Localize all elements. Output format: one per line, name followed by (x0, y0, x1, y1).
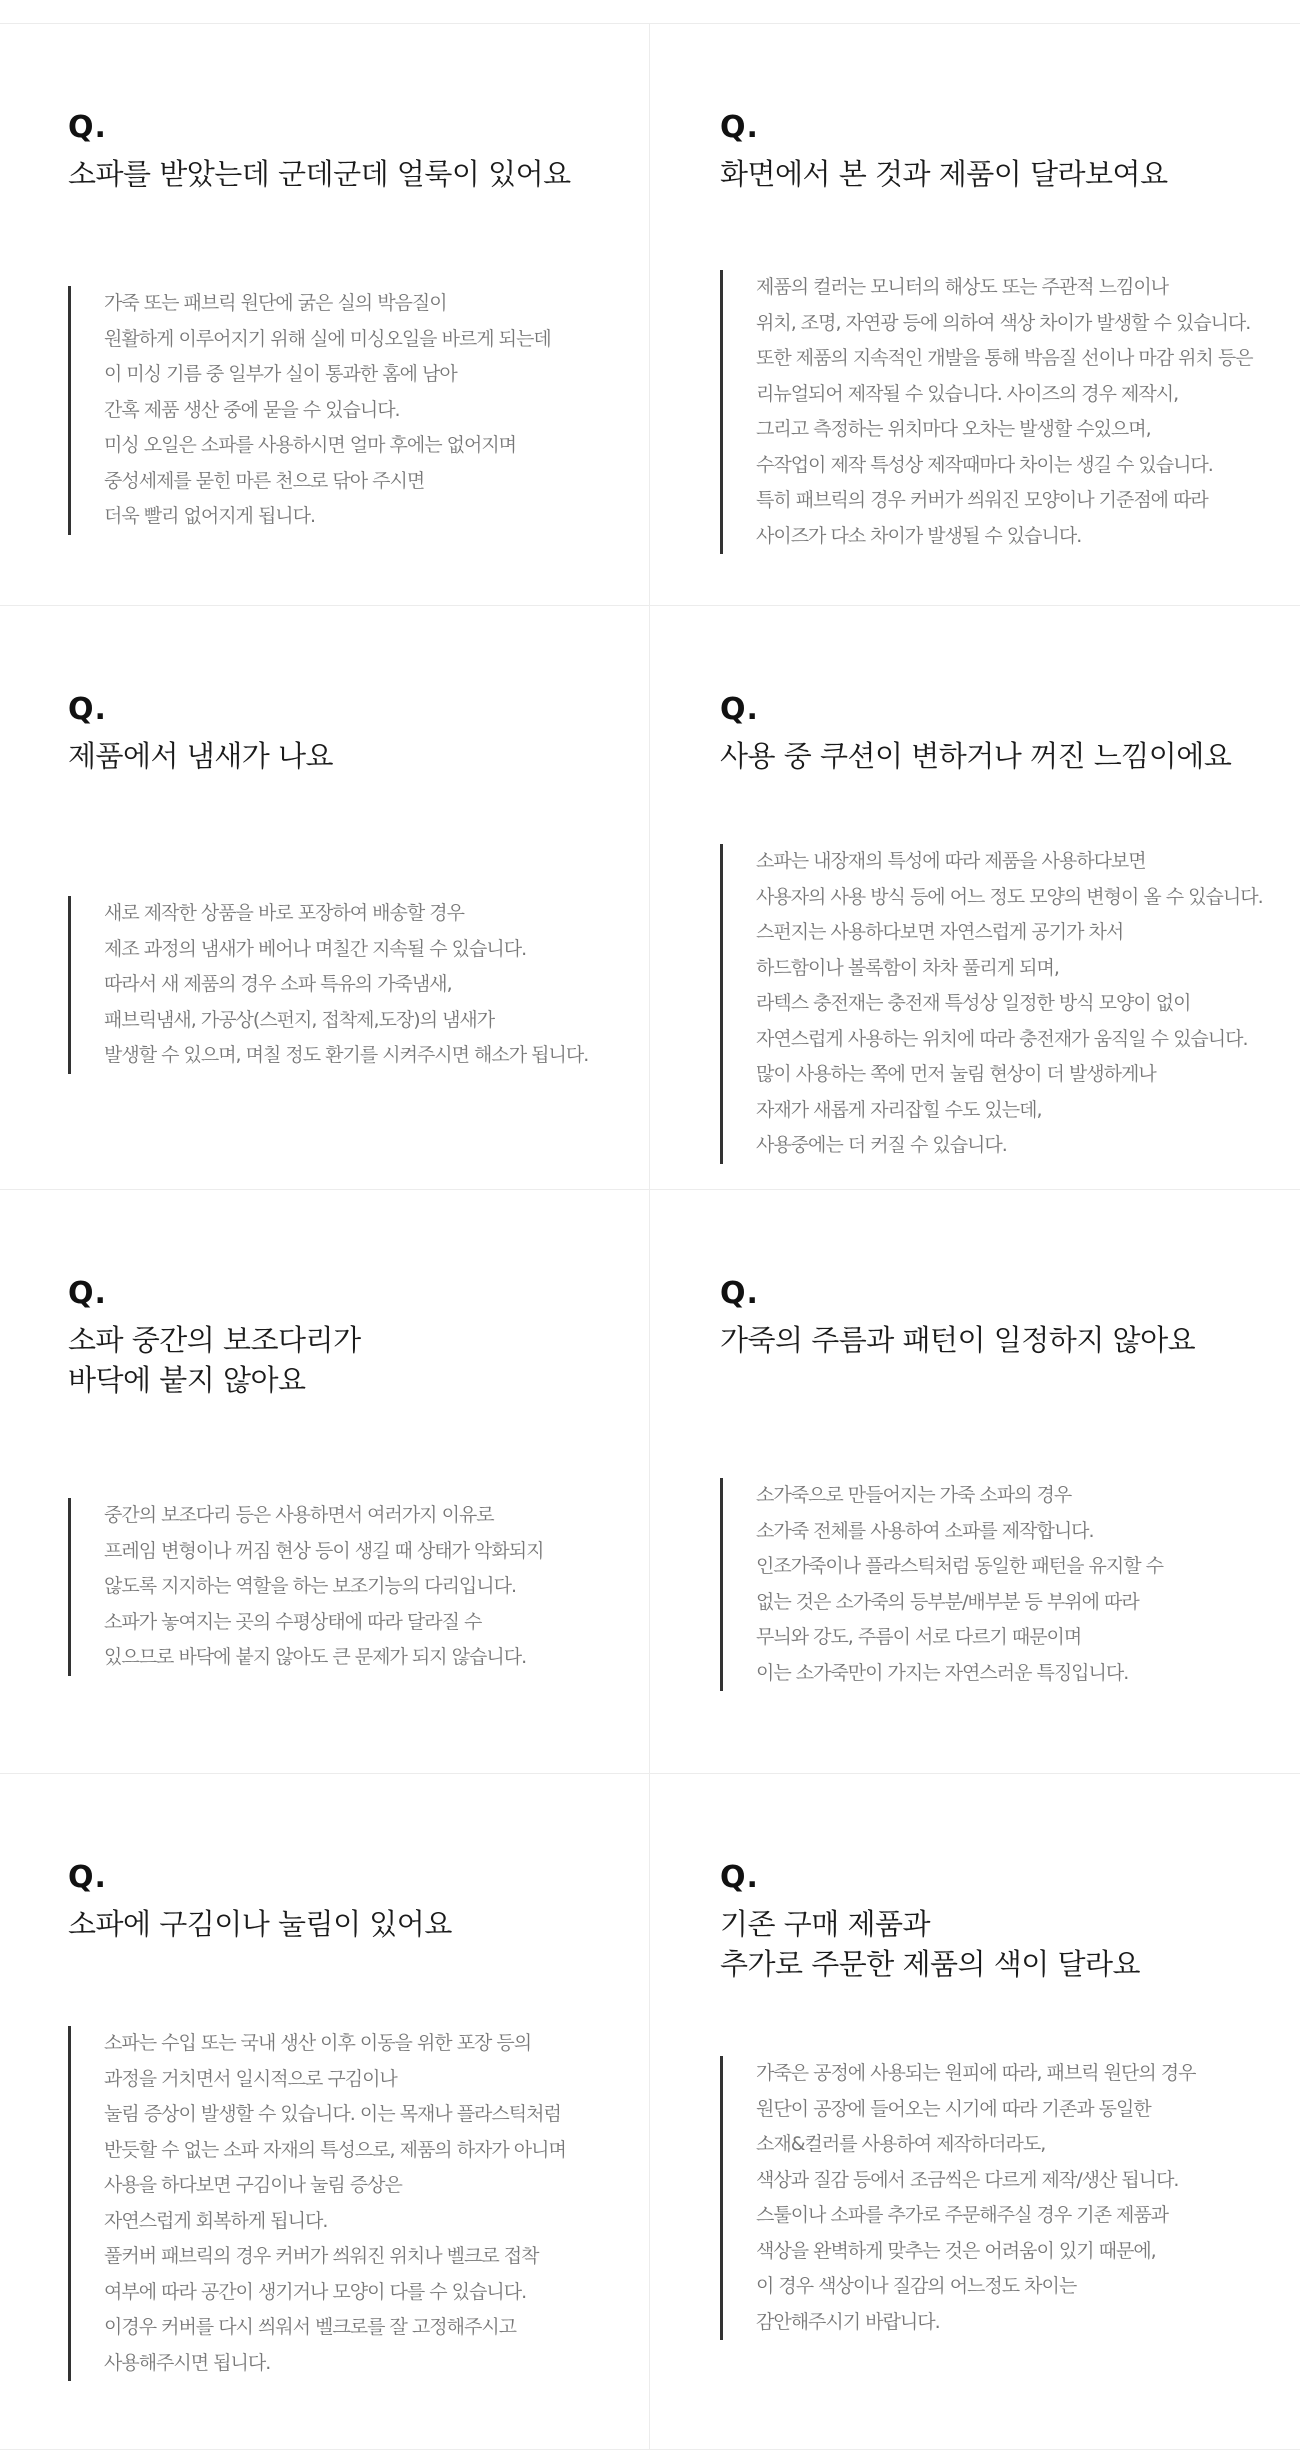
answer-line: 자재가 새롭게 자리잡힐 수도 있는데, (756, 1098, 1042, 1121)
answer-line: 자연스럽게 회복하게 됩니다. (104, 2209, 328, 2232)
answer-line: 특히 패브릭의 경우 커버가 씌워진 모양이나 기준점에 따라 (756, 489, 1208, 511)
faq-question: 소파에 구김이나 눌림이 있어요 (68, 1907, 452, 1941)
answer-line: 여부에 따라 공간이 생기거나 모양이 다를 수 있습니다. (104, 2280, 527, 2303)
answer-line: 그리고 측정하는 위치마다 오차는 발생할 수있으며, (756, 418, 1151, 440)
answer-line: 사용중에는 더 커질 수 있습니다. (756, 1134, 1007, 1156)
answer-line: 사용을 하다보면 구김이나 눌림 증상은 (104, 2174, 402, 2196)
q-mark: Q. (720, 1276, 759, 1311)
q-mark: Q. (720, 1860, 759, 1895)
answer-line: 과정을 거치면서 일시적으로 구김이나 (104, 2067, 397, 2090)
answer-line: 소가죽 전체를 사용하여 소파를 제작합니다. (756, 1519, 1094, 1542)
answer-line: 제조 과정의 냄새가 베어나 며칠간 지속될 수 있습니다. (104, 937, 527, 960)
answer-line: 소파가 놓여지는 곳의 수평상태에 따라 달라질 수 (104, 1610, 482, 1633)
faq-question: 가죽의 주름과 패턴이 일정하지 않아요 (720, 1323, 1196, 1357)
answer-line: 색상과 질감 등에서 조금씩은 다르게 제작/생산 됩니다. (756, 2168, 1179, 2191)
answer-line: 없는 것은 소가죽의 등부분/배부분 등 부위에 따라 (756, 1590, 1139, 1613)
answer-line: 중간의 보조다리 등은 사용하면서 여러가지 이유로 (104, 1504, 494, 1526)
answer-line: 스툴이나 소파를 추가로 주문해주실 경우 기존 제품과 (756, 2204, 1169, 2226)
answer-line: 간혹 제품 생산 중에 묻을 수 있습니다. (104, 398, 400, 421)
answer-line: 원단이 공장에 들어오는 시기에 따라 기존과 동일한 (756, 2097, 1151, 2120)
answer-line: 또한 제품의 지속적인 개발을 통해 박음질 선이나 마감 위치 등은 (756, 347, 1253, 369)
answer-line: 무늬와 강도, 주름이 서로 다르기 때문이며 (756, 1626, 1082, 1648)
q-mark: Q. (720, 692, 759, 727)
answer-line: 소가죽으로 만들어지는 가죽 소파의 경우 (756, 1484, 1072, 1506)
q-mark: Q. (68, 1860, 107, 1895)
faq-question: 소파 중간의 보조다리가 바닥에 붙지 않아요 (68, 1323, 361, 1397)
faq-question: 화면에서 본 것과 제품이 달라보여요 (720, 157, 1168, 191)
answer-line: 감안해주시기 바랍니다. (756, 2310, 940, 2333)
answer-line: 리뉴얼되어 제작될 수 있습니다. 사이즈의 경우 제작시, (756, 382, 1179, 405)
answer-line: 이경우 커버를 다시 씌워서 벨크로를 잘 고정해주시고 (104, 2316, 517, 2338)
faq-answer (68, 2026, 639, 2381)
faq-item (650, 24, 1300, 606)
faq-item (0, 24, 650, 606)
answer-line: 더욱 빨리 없어지게 됩니다. (104, 505, 316, 527)
answer-line: 자연스럽게 사용하는 위치에 따라 충전재가 움직일 수 있습니다. (756, 1027, 1248, 1050)
faq-question: 제품에서 냄새가 나요 (68, 739, 334, 773)
faq-question: 사용 중 쿠션이 변하거나 꺼진 느낌이에요 (720, 739, 1232, 773)
answer-line: 수작업이 제작 특성상 제작때마다 차이는 생길 수 있습니다. (756, 453, 1213, 476)
answer-line: 가죽 또는 패브릭 원단에 굵은 실의 박음질이 (104, 292, 447, 314)
answer-line: 라텍스 충전재는 충전재 특성상 일정한 방식 모양이 없이 (756, 992, 1191, 1014)
answer-line: 하드함이나 볼록함이 차차 풀리게 되며, (756, 956, 1059, 979)
answer-line: 중성세제를 묻힌 마른 천으로 닦아 주시면 (104, 469, 425, 492)
faq-answer (68, 286, 639, 535)
faq-item (650, 1190, 1300, 1774)
answer-line: 사이즈가 다소 차이가 발생될 수 있습니다. (756, 524, 1082, 547)
answer-line: 반듯할 수 없는 소파 자재의 특성으로, 제품의 하자가 아니며 (104, 2138, 566, 2161)
answer-line: 인조가죽이나 플라스틱처럼 동일한 패턴을 유지할 수 (756, 1555, 1163, 1577)
answer-line: 원활하게 이루어지기 위해 실에 미싱오일을 바르게 되는데 (104, 327, 551, 350)
answer-line: 위치, 조명, 자연광 등에 의하여 색상 차이가 발생할 수 있습니다. (756, 311, 1251, 334)
q-mark: Q. (68, 1276, 107, 1311)
faq-answer (68, 896, 639, 1074)
answer-line: 이는 소가죽만이 가지는 자연스러운 특징입니다. (756, 1661, 1129, 1684)
faq-answer (68, 1498, 639, 1676)
answer-line: 사용해주시면 됩니다. (104, 2351, 271, 2374)
q-mark: Q. (68, 692, 107, 727)
answer-line: 패브릭냄새, 가공상(스펀지, 접착제,도장)의 냄새가 (104, 1008, 495, 1031)
answer-line: 소재&컬러를 사용하여 제작하더라도, (756, 2133, 1046, 2155)
answer-line: 미싱 오일은 소파를 사용하시면 얼마 후에는 없어지며 (104, 434, 517, 456)
answer-line: 가죽은 공정에 사용되는 원피에 따라, 패브릭 원단의 경우 (756, 2062, 1196, 2084)
faq-item (0, 1190, 650, 1774)
answer-line: 색상을 완벽하게 맞추는 것은 어려움이 있기 때문에, (756, 2239, 1156, 2262)
faq-answer (720, 844, 1290, 1164)
answer-line: 있으므로 바닥에 붙지 않아도 큰 문제가 되지 않습니다. (104, 1646, 527, 1668)
q-mark: Q. (68, 110, 107, 145)
answer-line: 많이 사용하는 쪽에 먼저 눌림 현상이 더 발생하게나 (756, 1063, 1156, 1085)
faq-answer (720, 2056, 1290, 2340)
answer-line: 않도록 지지하는 역할을 하는 보조기능의 다리입니다. (104, 1575, 517, 1597)
faq-question: 소파를 받았는데 군데군데 얼룩이 있어요 (68, 157, 571, 191)
answer-line: 따라서 새 제품의 경우 소파 특유의 가죽냄새, (104, 973, 452, 995)
answer-line: 소파는 수입 또는 국내 생산 이후 이동을 위한 포장 등의 (104, 2032, 532, 2054)
answer-line: 풀커버 패브릭의 경우 커버가 씌워진 위치나 벨크로 접착 (104, 2245, 539, 2267)
faq-item (0, 1774, 650, 2450)
answer-line: 스펀지는 사용하다보면 자연스럽게 공기가 차서 (756, 921, 1124, 943)
faq-answer (720, 270, 1290, 554)
faq-answer (720, 1478, 1290, 1691)
answer-line: 눌림 증상이 발생할 수 있습니다. 이는 목재나 플라스틱처럼 (104, 2103, 561, 2125)
answer-line: 발생할 수 있으며, 며칠 정도 환기를 시켜주시면 해소가 됩니다. (104, 1044, 589, 1066)
answer-line: 사용자의 사용 방식 등에 어느 정도 모양의 변형이 올 수 있습니다. (756, 885, 1263, 908)
answer-line: 새로 제작한 상품을 바로 포장하여 배송할 경우 (104, 902, 464, 924)
answer-line: 소파는 내장재의 특성에 따라 제품을 사용하다보면 (756, 850, 1146, 872)
faq-item (650, 606, 1300, 1190)
q-mark: Q. (720, 110, 759, 145)
answer-line: 이 미싱 기름 중 일부가 실이 통과한 홈에 남아 (104, 363, 457, 385)
faq-item (0, 606, 650, 1190)
faq-item (650, 1774, 1300, 2450)
answer-line: 이 경우 색상이나 질감의 어느정도 차이는 (756, 2275, 1077, 2297)
answer-line: 프레임 변형이나 꺼짐 현상 등이 생길 때 상태가 악화되지 (104, 1539, 544, 1562)
answer-line: 제품의 컬러는 모니터의 해상도 또는 주관적 느낌이나 (756, 276, 1169, 298)
faq-question: 기존 구매 제품과 추가로 주문한 제품의 색이 달라요 (720, 1907, 1141, 1981)
